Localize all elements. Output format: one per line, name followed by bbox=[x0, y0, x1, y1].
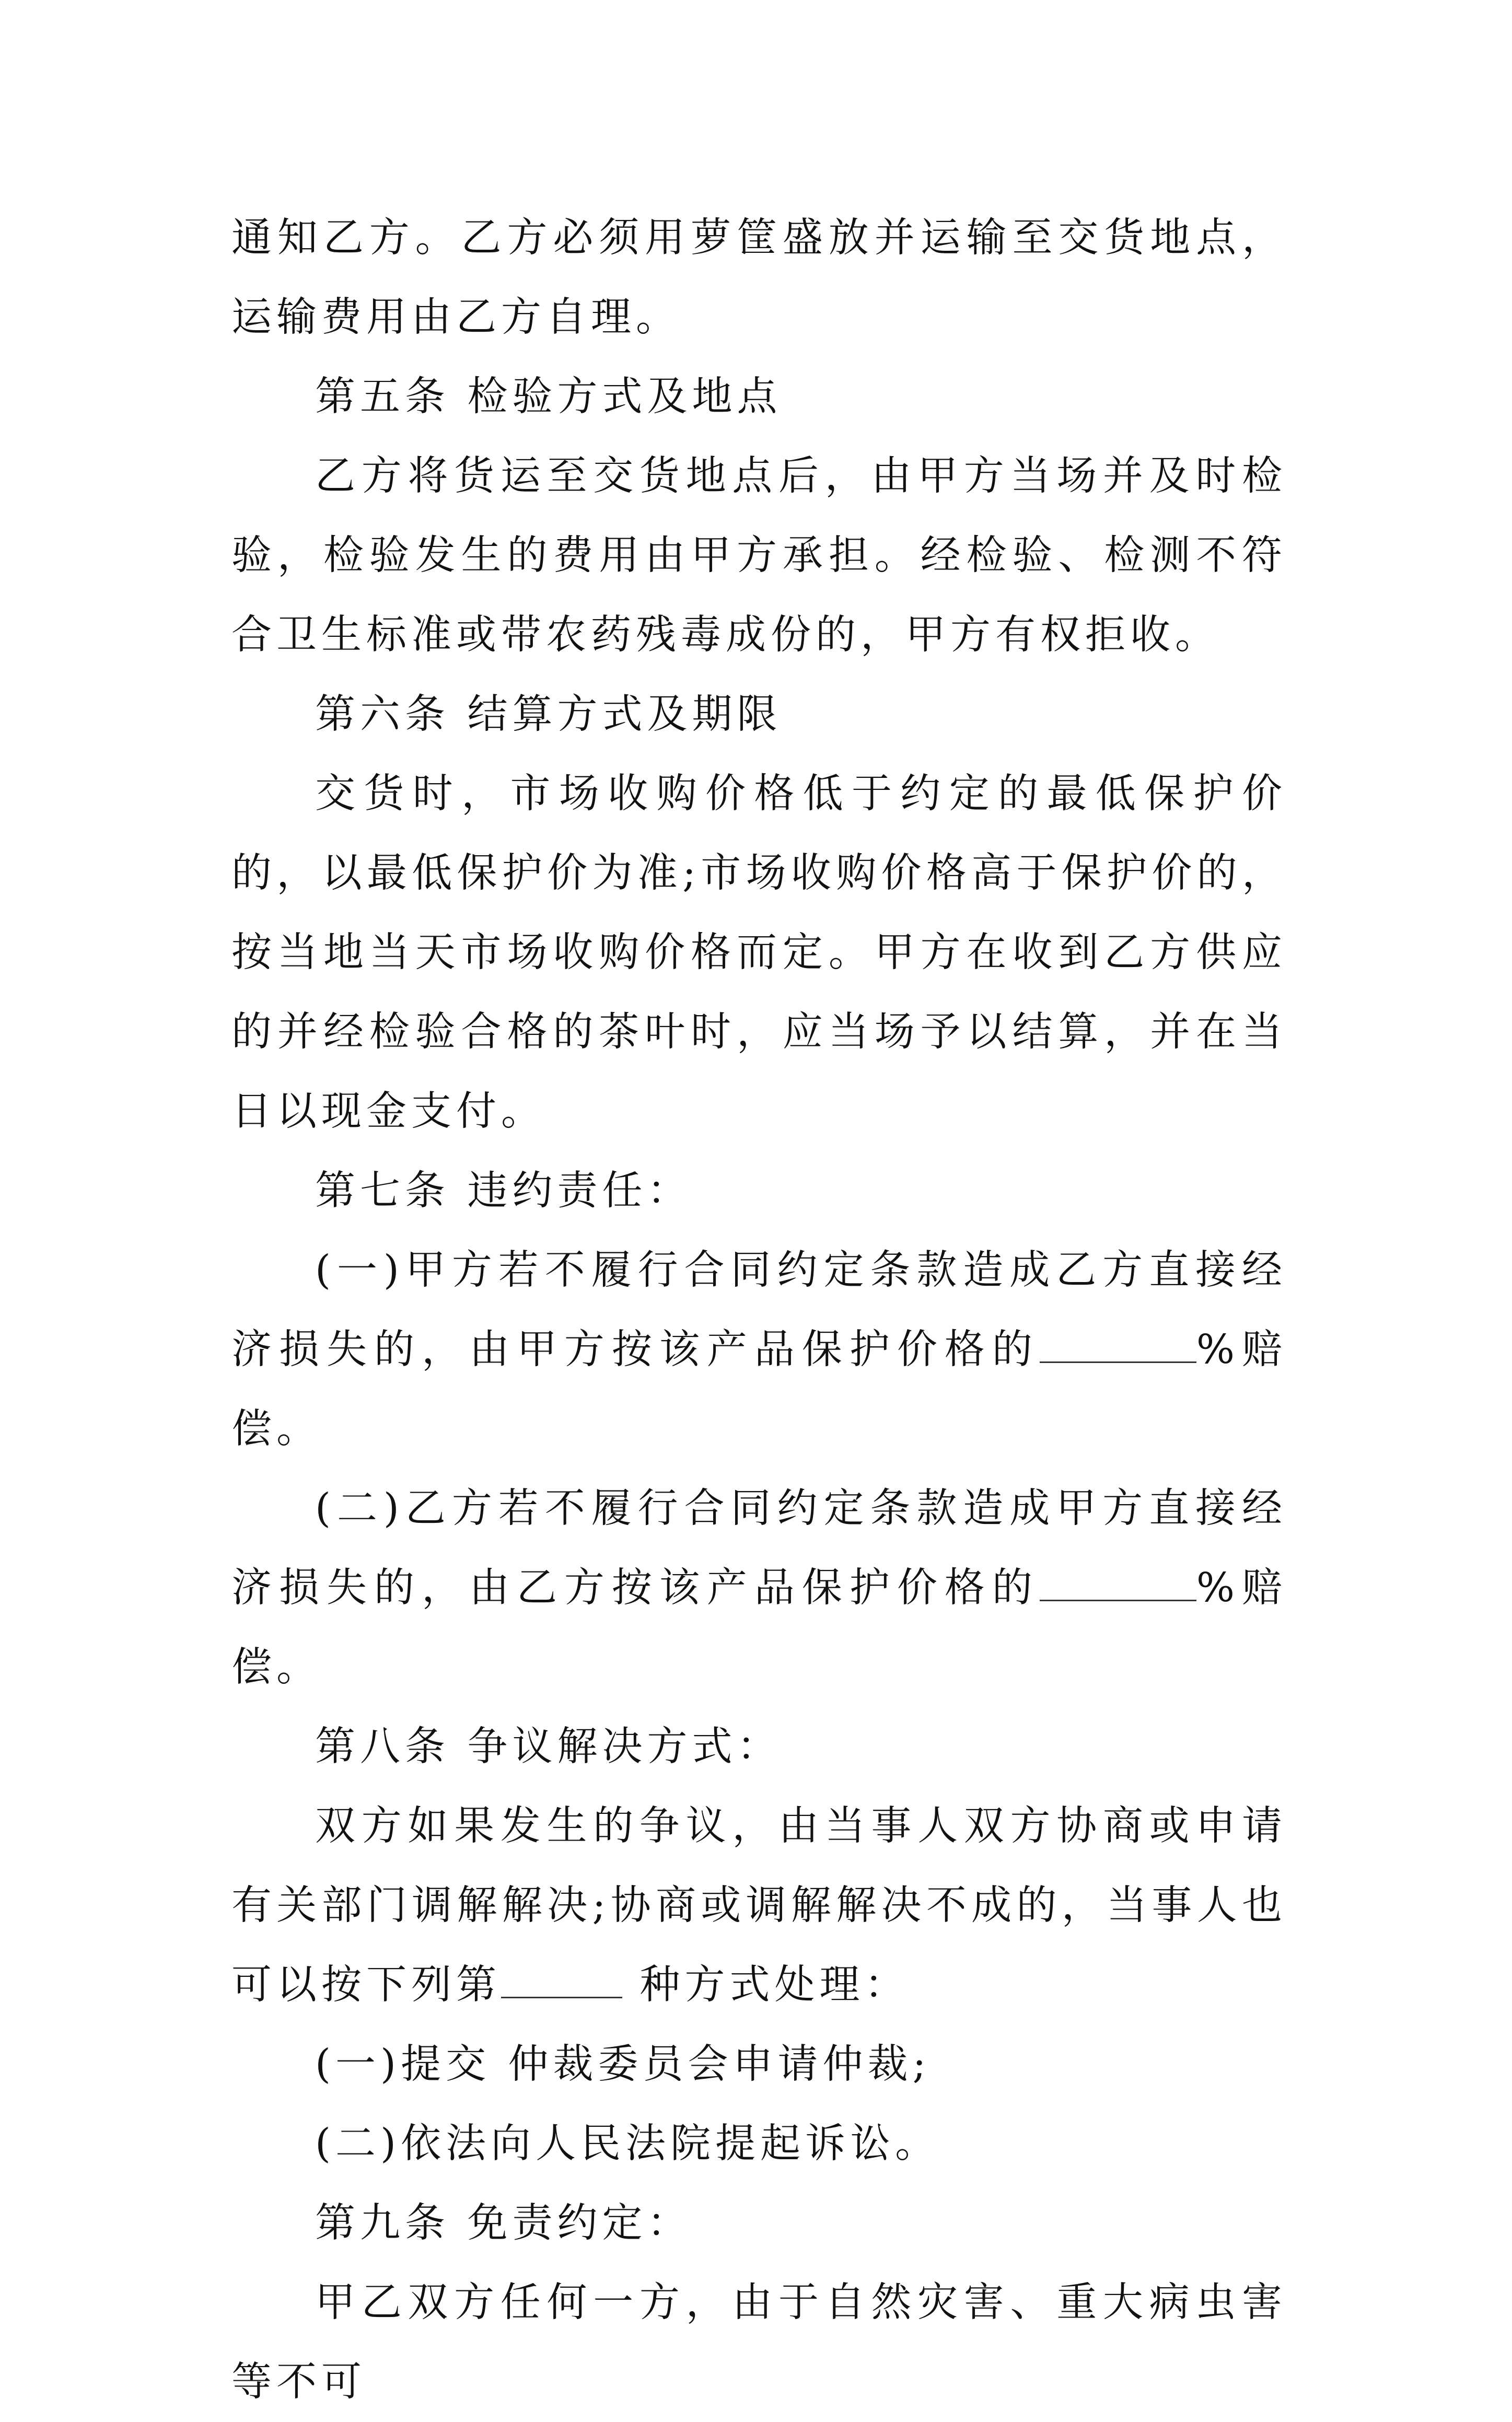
clause-8-1: (一)提交 仲裁委员会申请仲裁; bbox=[315, 2041, 931, 2088]
paragraph-exemption: 甲乙双方任何一方，由于自然灾害、重大病虫害等不可 bbox=[231, 2279, 1287, 2405]
clause-8-2: (二)依法向人民法院提起诉讼。 bbox=[315, 2121, 940, 2167]
dispute-suffix: 种方式处理： bbox=[622, 1962, 910, 2008]
article-9-heading: 第九条 免责约定： bbox=[315, 2200, 692, 2246]
article-8-heading: 第八条 争议解决方式： bbox=[315, 1724, 782, 1770]
clause-7-1-suffix: %赔偿。 bbox=[231, 1326, 1287, 1452]
article-7-heading: 第七条 违约责任： bbox=[315, 1168, 692, 1214]
paragraph-inspection: 乙方将货运至交货地点后，由甲方当场并及时检验，检验发生的费用由甲方承担。经检验、检测不符合卫生标准或带农药残毒成份的，甲方有权拒收。 bbox=[231, 453, 1287, 658]
dispute-text: 双方如果发生的争议，由当事人双方协商或申请有关部门调解解决;协商或调解解决不成的，当事人也可以按下列第 bbox=[231, 1803, 1287, 2008]
clause-7-1 bbox=[231, 1231, 1287, 1469]
clause-7-1-text: (一)甲方若不履行合同约定条款造成乙方直接经济损失的，由甲方按该产品保护价格的 bbox=[231, 1247, 1287, 1373]
paragraph-dispute bbox=[231, 1787, 1287, 2025]
compensation-percent-blank-2 bbox=[1040, 1567, 1196, 1601]
article-5-heading: 第五条 检验方式及地点 bbox=[315, 374, 782, 420]
article-6-heading: 第六条 结算方式及期限 bbox=[315, 691, 782, 738]
paragraph-settlement: 交货时，市场收购价格低于约定的最低保护价的，以最低保护价为准;市场收购价格高于保护价的，按当地当天市场收购价格而定。甲方在收到乙方供应的并经检验合格的茶叶时，应当场予以结算，并在当日以现金支付。 bbox=[231, 771, 1287, 1135]
clause-7-2-text: (二)乙方若不履行合同约定条款造成甲方直接经济损失的，由乙方按该产品保护价格的 bbox=[231, 1485, 1287, 1611]
clause-7-2 bbox=[231, 1469, 1287, 1707]
compensation-percent-blank-1 bbox=[1040, 1329, 1196, 1363]
paragraph-delivery-notice: 通知乙方。乙方必须用萝筐盛放并运输至交货地点，运输费用由乙方自理。 bbox=[231, 215, 1287, 341]
document-body bbox=[231, 199, 1287, 2422]
dispute-method-blank bbox=[501, 1964, 622, 1998]
clause-7-2-suffix: %赔偿。 bbox=[231, 1565, 1287, 1691]
